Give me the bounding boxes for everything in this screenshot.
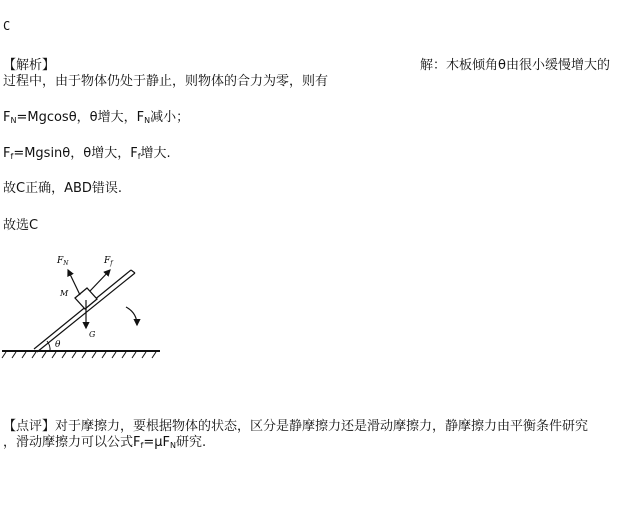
label-fn: $F_N$ — [57, 256, 69, 267]
analysis-line-1: 解：木板倾角θ由很小缓慢增大的 — [420, 58, 610, 73]
ground-hatching — [2, 352, 156, 358]
label-ff: $F_f$ — [104, 256, 113, 267]
formula-normal-force: $F_N=Mgcos\theta$，θ增大，$F_N$减小； — [3, 110, 190, 125]
label-g: G — [89, 330, 96, 339]
conclusion-text: 故C正确，ABD错误. — [3, 181, 123, 196]
choose-text: 故选C — [3, 218, 39, 233]
friction-force-arrow — [90, 270, 110, 291]
label-m: M — [60, 289, 69, 298]
comment-line-1: 【点评】对于摩擦力，要根据物体的状态，区分是静摩擦力还是滑动摩擦力，静摩擦力由平衡条件研究 — [3, 419, 589, 434]
comment-line-2: ，滑动摩擦力可以公式$F_f=\mu F_N$研究. — [3, 435, 207, 450]
incline-diagram — [0, 248, 170, 363]
comment-label: 【点评】 — [3, 419, 56, 434]
label-theta: θ — [55, 340, 61, 350]
board-top-edge — [34, 270, 131, 349]
formula-friction-force: $F_f=Mgsin\theta$，θ增大，$F_f$增大. — [3, 146, 171, 161]
analysis-label: 【解析】 — [3, 58, 56, 73]
rotation-arrow — [126, 307, 137, 325]
normal-force-arrow — [68, 270, 80, 295]
analysis-line-2: 过程中，由于物体仍处于静止，则物体的合力为零，则有 — [3, 74, 329, 89]
answer-text: C — [3, 19, 11, 33]
